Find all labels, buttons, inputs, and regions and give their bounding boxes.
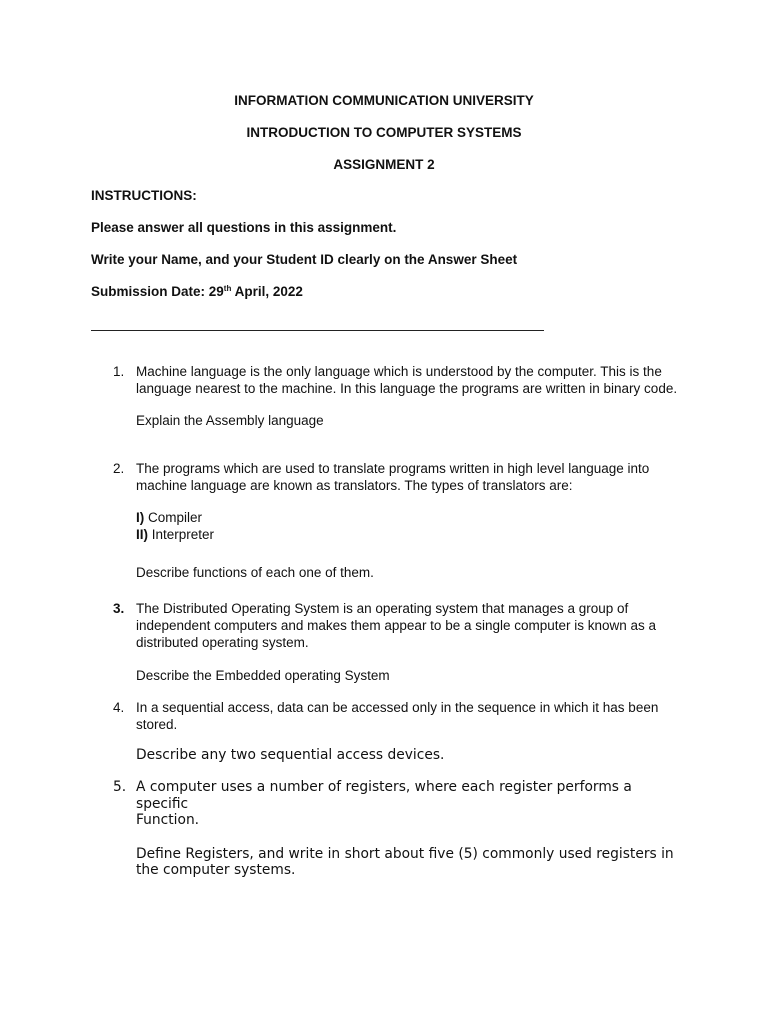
list-marker: II) [136,527,148,542]
list-label: Interpreter [148,527,215,542]
question-number: 2. [113,461,125,476]
question-task: Describe any two sequential access devices. [136,747,445,763]
question-2 [113,460,678,581]
instruction-line-2: Write your Name, and your Student ID clearly on the Answer Sheet [91,252,518,267]
question-3 [113,600,678,684]
submission-date [91,283,303,301]
instruction-line-1: Please answer all questions in this assignment. [91,220,397,235]
instructions-heading: INSTRUCTIONS: [91,188,197,203]
submission-date-prefix: Submission Date: 29 [91,284,224,299]
question-text-line-3: Function. [136,812,200,828]
list-item [136,526,678,543]
question-4 [113,699,678,764]
assignment-title: ASSIGNMENT 2 [333,157,435,172]
course-title: INTRODUCTION TO COMPUTER SYSTEMS [246,125,522,140]
question-task: Define Registers, and write in short about five (5) commonly used registers in the computer systems. [136,845,674,878]
question-number: 4. [113,700,125,715]
question-text: The programs which are used to translate programs written in high level language into machine language are known as translators. The types of translators are: [136,461,650,493]
submission-date-suffix: April, 2022 [231,284,303,299]
list-marker: I) [136,510,145,525]
submission-date-suffix-sup: th [223,284,232,293]
question-number: 1. [113,364,125,379]
question-task: Describe functions of each one of them. [136,565,374,580]
question-number: 3. [113,601,125,616]
question-task: Describe the Embedded operating System [136,668,390,683]
question-1 [113,363,678,429]
question-text: In a sequential access, data can be accessed only in the sequence in which it has been stored. [136,700,659,732]
question-text-line-2: specific [136,795,189,812]
university-title: INFORMATION COMMUNICATION UNIVERSITY [234,93,534,108]
question-5 [113,779,678,879]
question-text-line-1: A computer uses a number of registers, where each register performs a [136,779,632,795]
question-task: Explain the Assembly language [136,413,324,428]
list-item [136,509,678,526]
list-label: Compiler [144,510,203,525]
separator-line [91,330,544,331]
question-number: 5. [113,779,127,795]
question-text: The Distributed Operating System is an operating system that manages a group of independent computers and makes them appear to be a single computer is known as a distributed operating system. [136,601,657,650]
question-text: Machine language is the only language which is understood by the computer. This is the language nearest to the machine. In this language the programs are written in binary code. [136,364,678,396]
